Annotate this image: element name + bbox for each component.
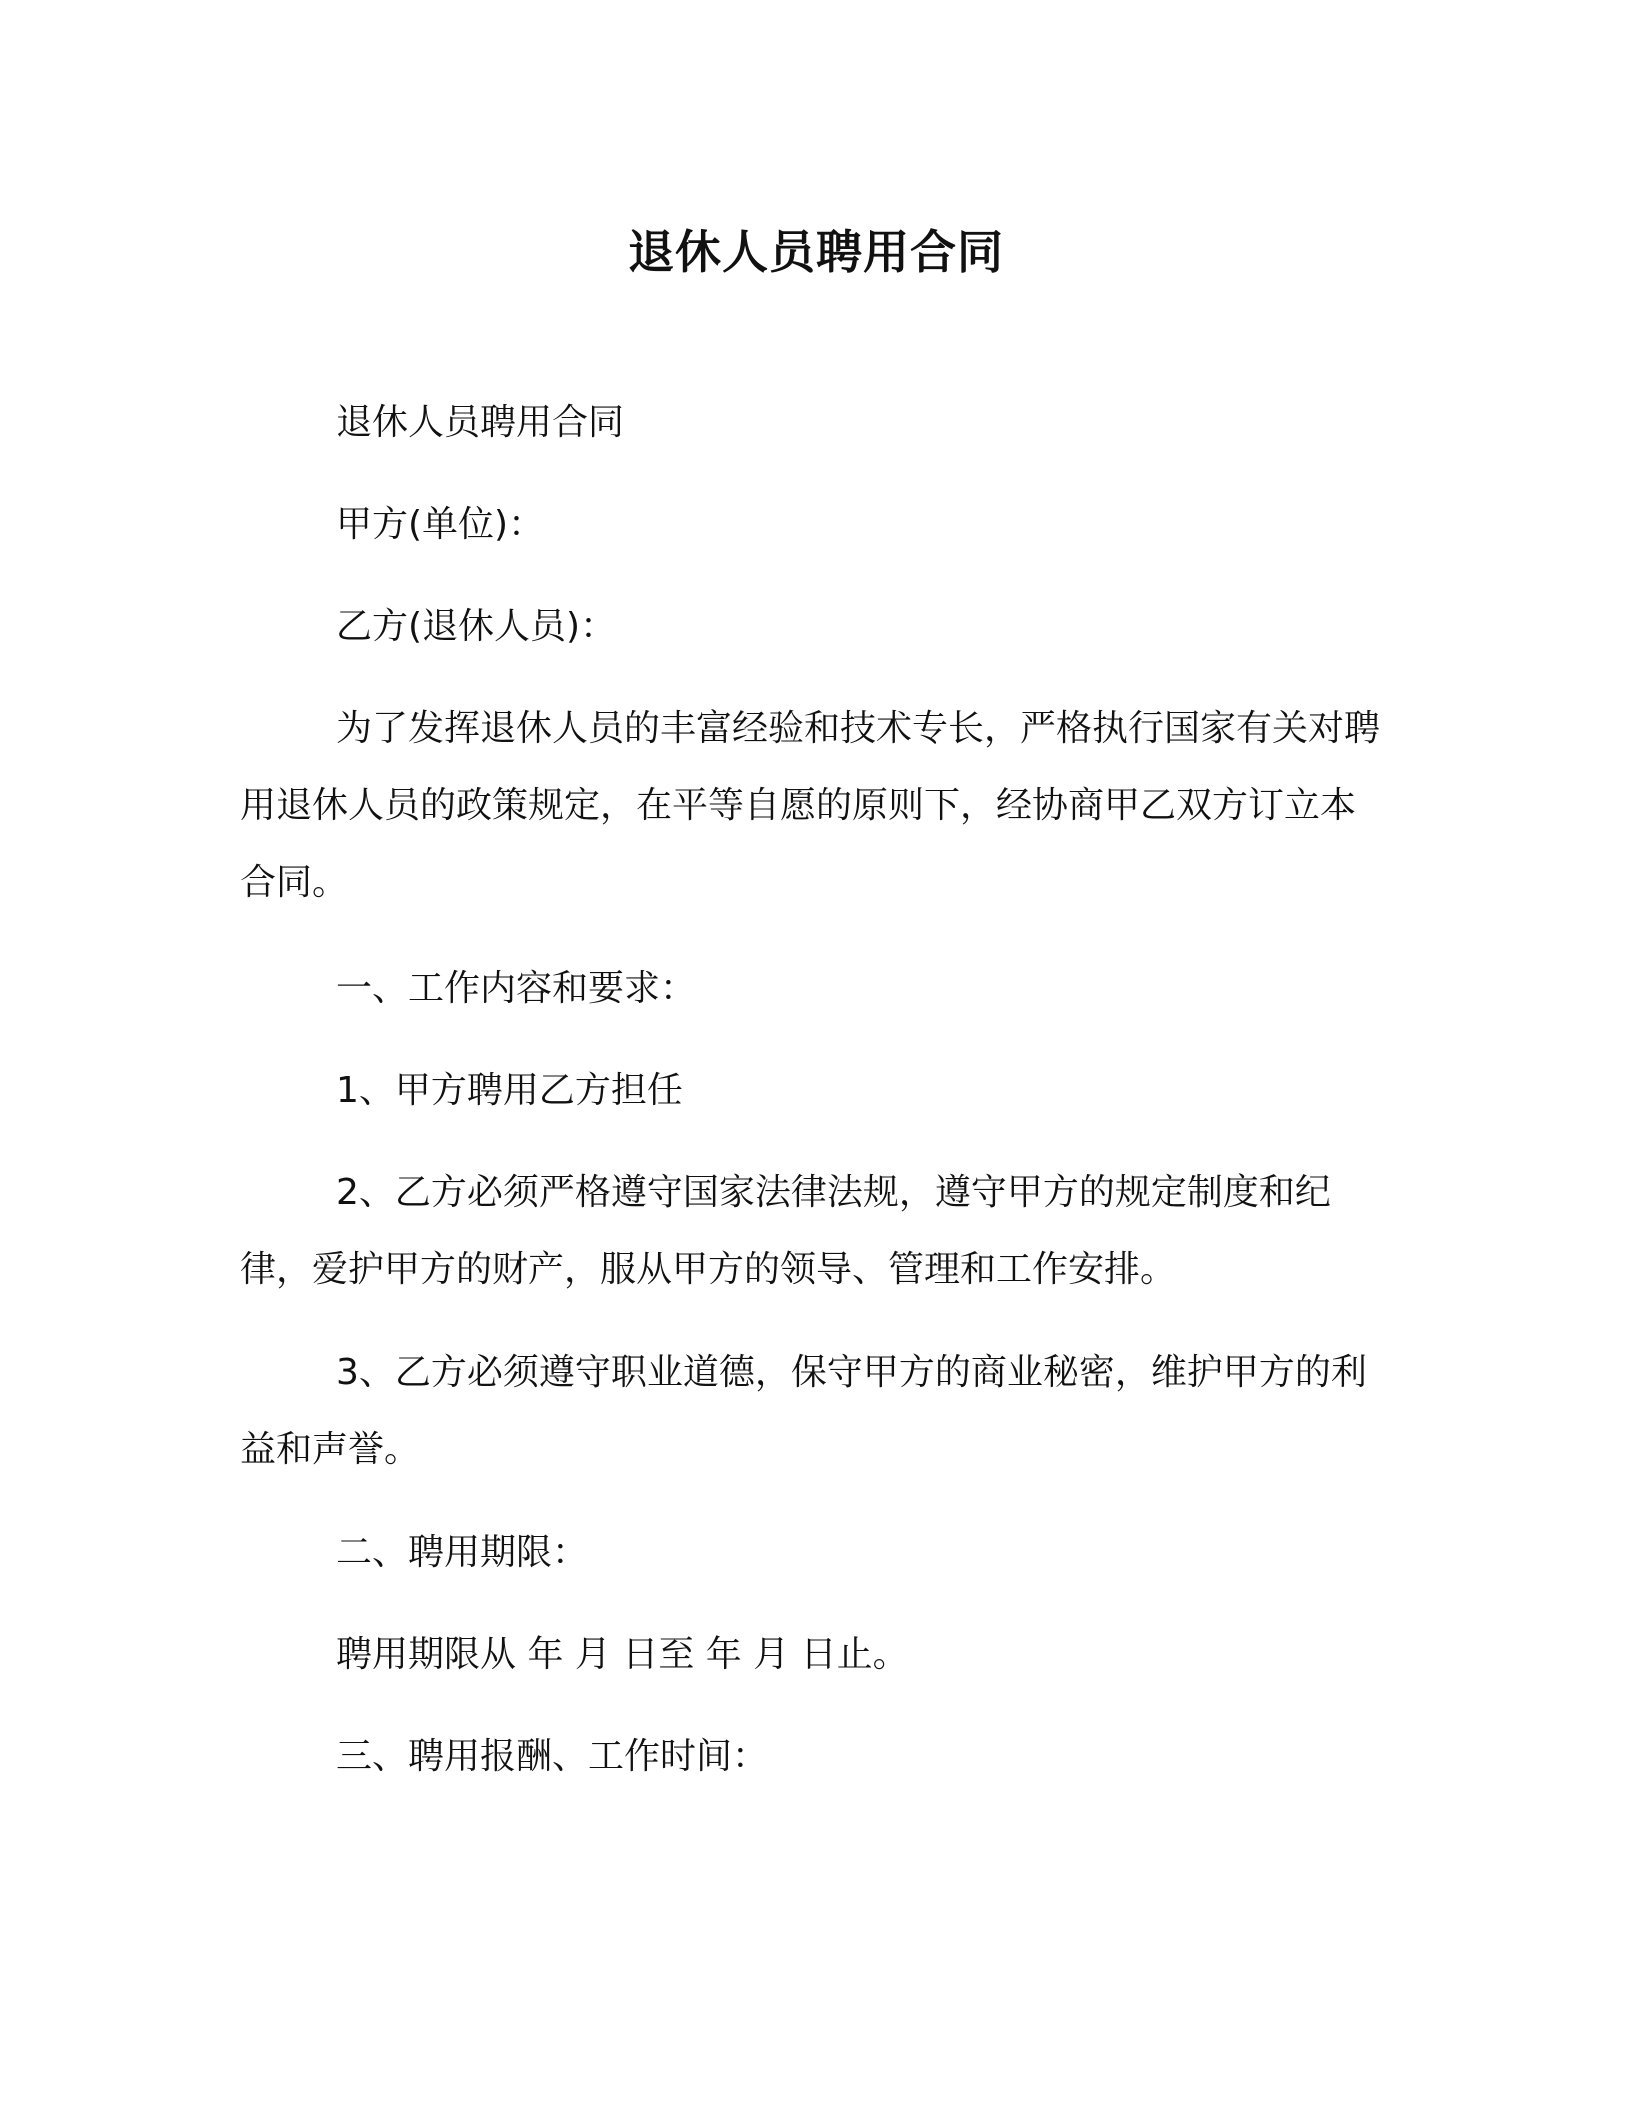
section-2-heading: 二、聘用期限：	[336, 1532, 589, 1573]
party-b-line: 乙方(退休人员)：	[336, 606, 617, 647]
section-1-item-1: 1、甲方聘用乙方担任	[336, 1070, 683, 1111]
section-1-item-3: 3、乙方必须遵守职业道德，保守甲方的商业秘密，维护甲方的利益和声誉。	[240, 1352, 1367, 1470]
preamble-paragraph: 为了发挥退休人员的丰富经验和技术专长，严格执行国家有关对聘用退休人员的政策规定，在平等自愿的原则下，经协商甲乙双方订立本合同。	[240, 708, 1381, 903]
section-1-item-2: 2、乙方必须严格遵守国家法律法规，遵守甲方的规定制度和纪律，爱护甲方的财产，服从甲方的领导、管理和工作安排。	[240, 1172, 1331, 1290]
document-subtitle: 退休人员聘用合同	[336, 402, 625, 443]
term-line: 聘用期限从 年 月 日至 年 月 日止。	[336, 1634, 909, 1675]
section-1-heading: 一、工作内容和要求：	[336, 968, 697, 1009]
document-title: 退休人员聘用合同	[628, 225, 1004, 279]
party-a-line: 甲方(单位)：	[336, 504, 545, 545]
section-3-heading: 三、聘用报酬、工作时间：	[336, 1736, 769, 1777]
